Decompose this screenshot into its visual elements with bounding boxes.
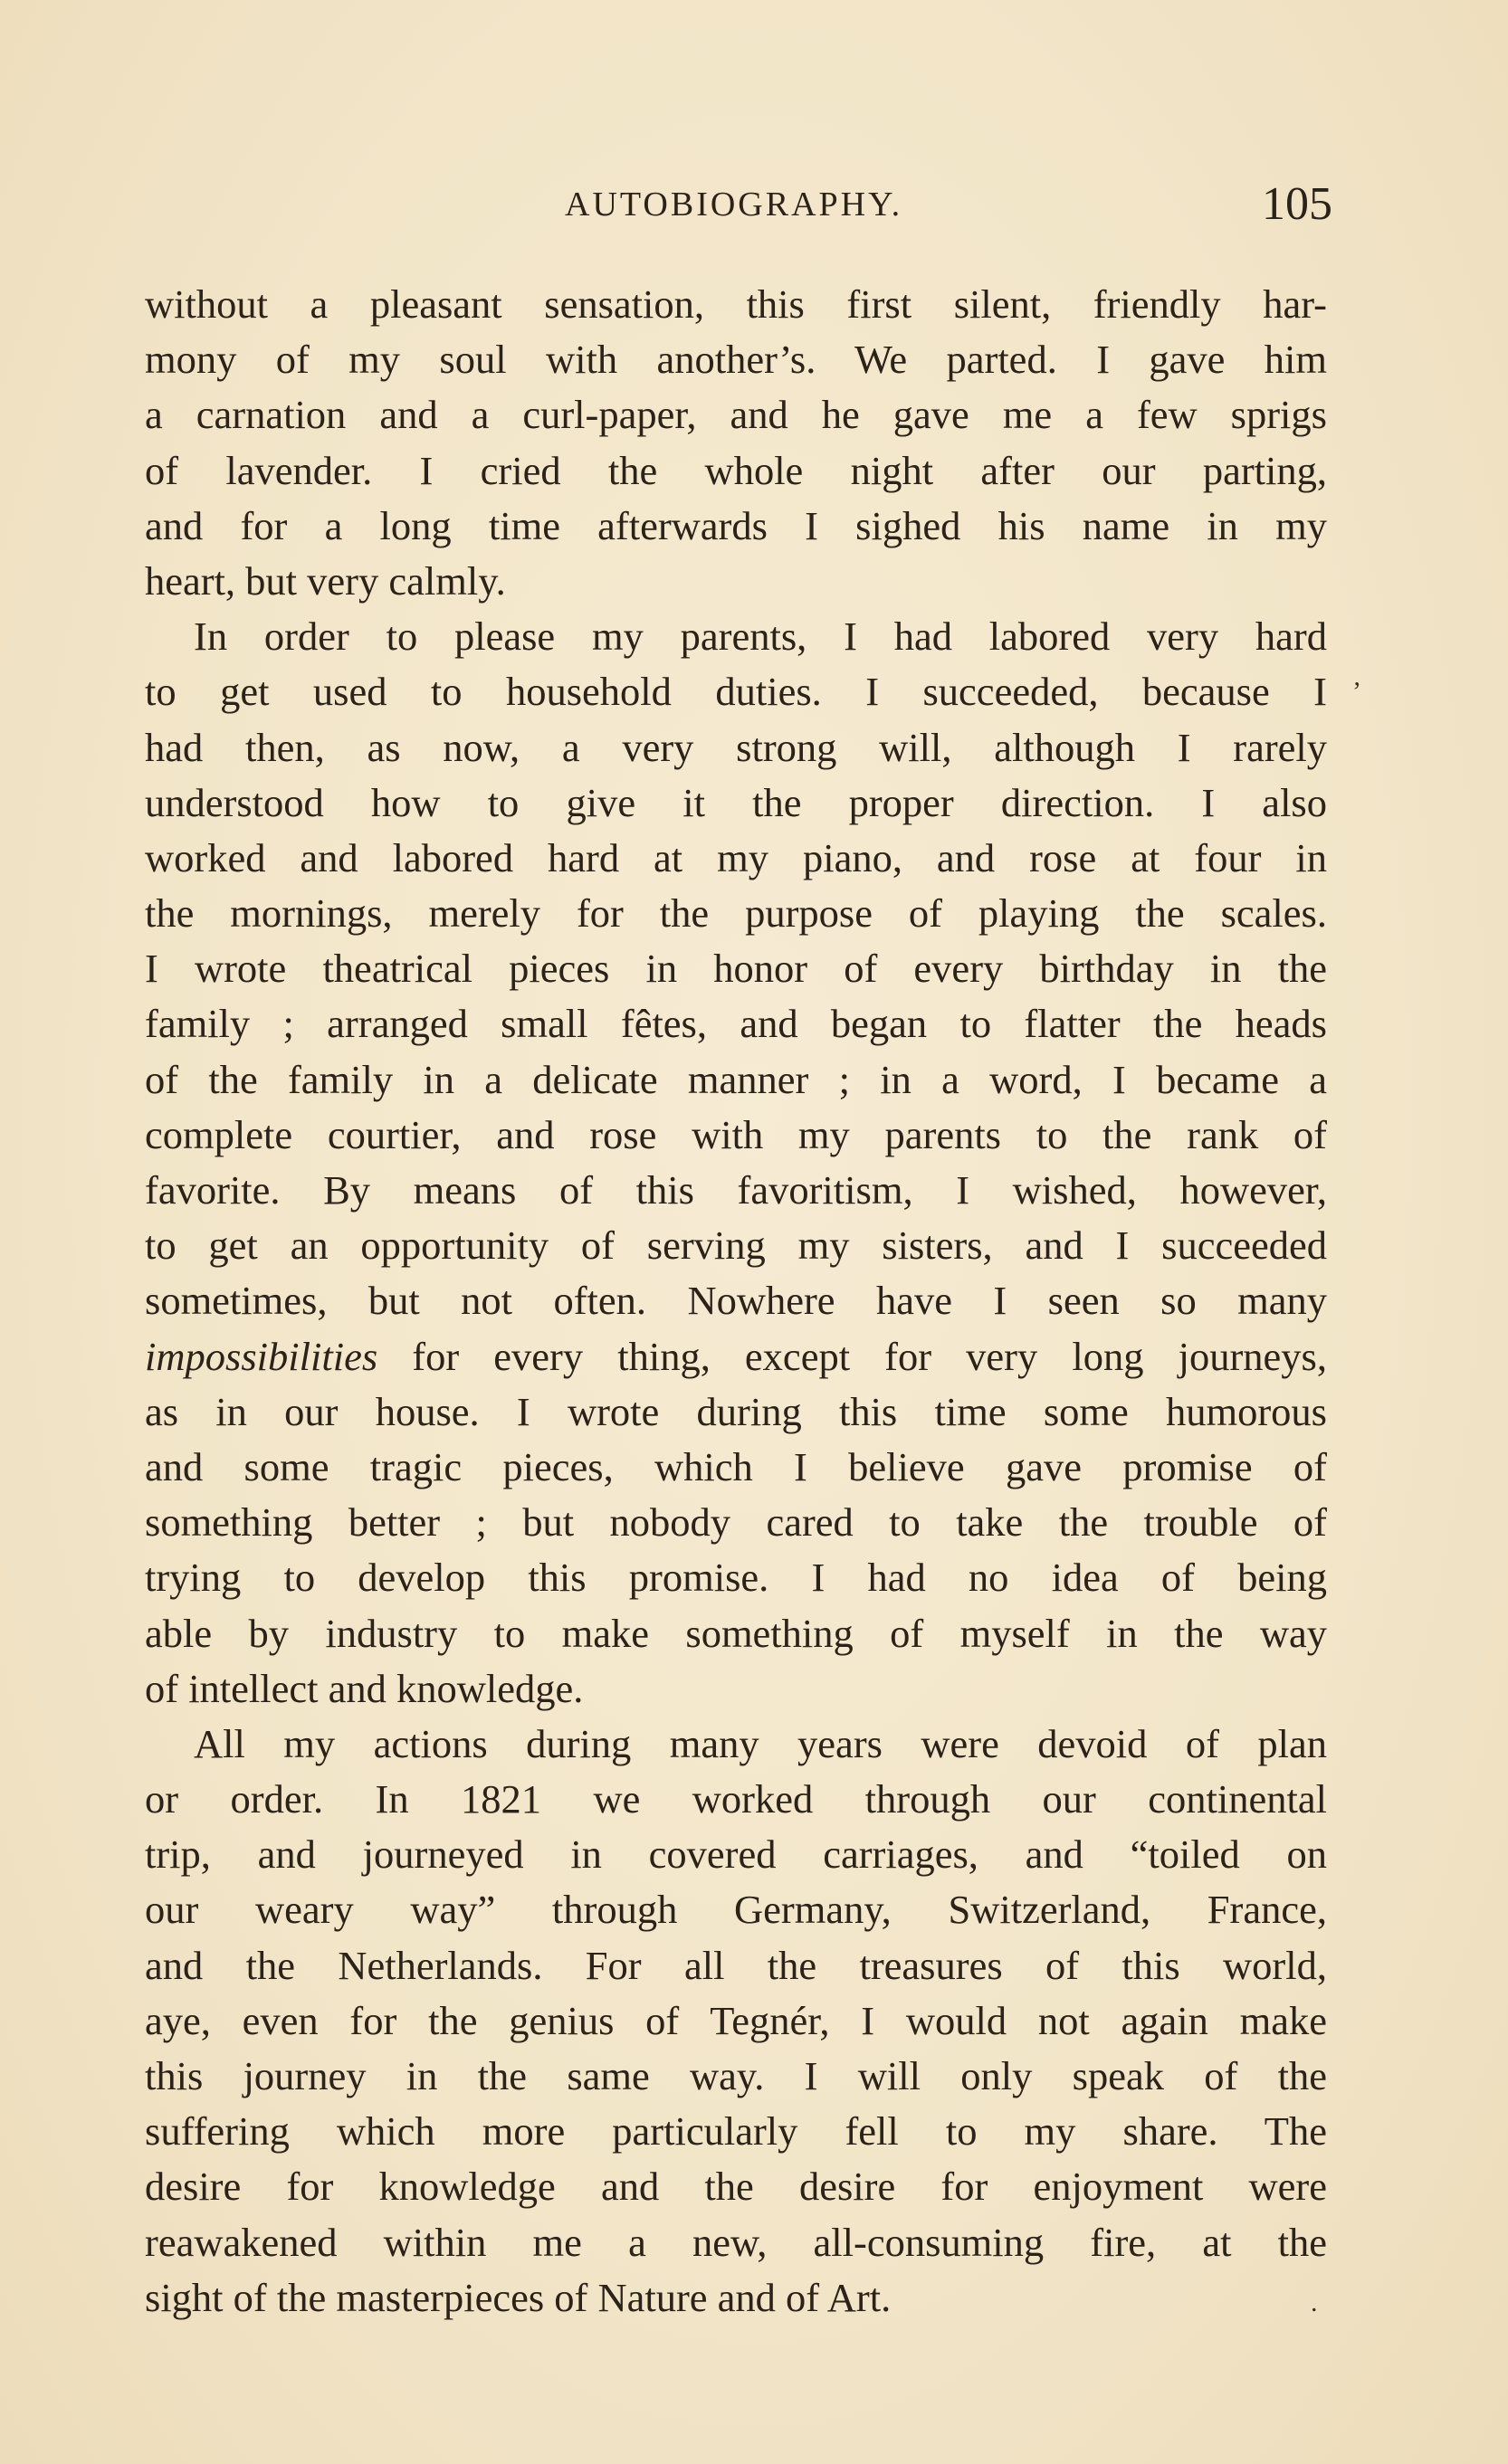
paragraph-first-line: All my actions during many years were devoid of plan (194, 1720, 1327, 1766)
text-line: of lavender. I cried the whole night after our parting, (145, 447, 1327, 493)
text-line: our weary way” through Germany, Switzerland, France, (145, 1887, 1327, 1933)
text-line: able by industry to make something of myself in the way (145, 1610, 1327, 1656)
emphasized-word: impossibilities (145, 1333, 378, 1379)
text-line: family ; arranged small fêtes, and began to flatter the heads (145, 1001, 1327, 1047)
text-line: or order. In 1821 we worked through our continental (145, 1776, 1327, 1822)
text-line-with-emphasis (145, 1329, 1327, 1384)
text-line: sometimes, but not often. Nowhere have I seen so many (145, 1278, 1327, 1324)
page-number: 105 (1262, 178, 1332, 230)
text-line: worked and labored hard at my piano, and rose at four in (145, 834, 1327, 880)
text-line: something better ; but nobody cared to take the trouble of (145, 1499, 1327, 1546)
text-line: mony of my soul with another’s. We parted. I gave him (145, 337, 1327, 383)
text-line: of intellect and knowledge. (145, 1665, 584, 1711)
text-line: to get used to household duties. I succeeded, because I (145, 669, 1327, 715)
text-line: suffering which more particularly fell to my share. The (145, 2108, 1327, 2155)
text-line: to get an opportunity of serving my sisters, and I succeeded (145, 1222, 1327, 1269)
text-line: the mornings, merely for the purpose of playing the scales. (145, 890, 1327, 937)
text-line: and some tragic pieces, which I believe gave promise of (145, 1443, 1327, 1489)
text-line: reawakened within me a new, all-consuming fire, at the (145, 2219, 1327, 2265)
text-line: had then, as now, a very strong will, although I rarely (145, 724, 1327, 770)
text-line: and the Netherlands. For all the treasures of this world, (145, 1942, 1327, 1988)
text-line: desire for knowledge and the desire for enjoyment were (145, 2164, 1327, 2210)
running-head: AUTOBIOGRAPHY. (565, 186, 903, 224)
body-text (145, 277, 1327, 2326)
text-line: favorite. By means of this favoritism, I wished, however, (145, 1167, 1327, 1213)
margin-mark: ʼ (1352, 677, 1361, 707)
text-line: aye, even for the genius of Tegnér, I would not again make (145, 1997, 1327, 2043)
text-line: trying to develop this promise. I had no idea of being (145, 1555, 1327, 1601)
stray-mark: . (1311, 2288, 1318, 2317)
text-line: trip, and journeyed in covered carriages, and “toiled on (145, 1831, 1327, 1878)
text-line: sight of the masterpieces of Nature and of Art. (145, 2274, 892, 2320)
text-line-rest: for every thing, except for very long journeys, (377, 1333, 1327, 1379)
paragraph-first-line: In order to please my parents, I had labored very hard (194, 614, 1327, 660)
text-line: complete courtier, and rose with my parents to the rank of (145, 1111, 1327, 1157)
text-line: heart, but very calmly. (145, 557, 506, 604)
text-line: this journey in the same way. I will only speak of the (145, 2053, 1327, 2098)
text-line: a carnation and a curl-paper, and he gave me a few sprigs (145, 392, 1327, 438)
text-line: and for a long time afterwards I sighed his name in my (145, 502, 1327, 548)
text-line: of the family in a delicate manner ; in a word, I became a (145, 1056, 1327, 1102)
page-header (145, 177, 1332, 243)
text-line: without a pleasant sensation, this first silent, friendly har- (145, 281, 1327, 327)
text-line: I wrote theatrical pieces in honor of every birthday in the (145, 946, 1327, 992)
text-line: as in our house. I wrote during this time some humorous (145, 1388, 1327, 1434)
text-line: understood how to give it the proper direction. I also (145, 779, 1327, 825)
